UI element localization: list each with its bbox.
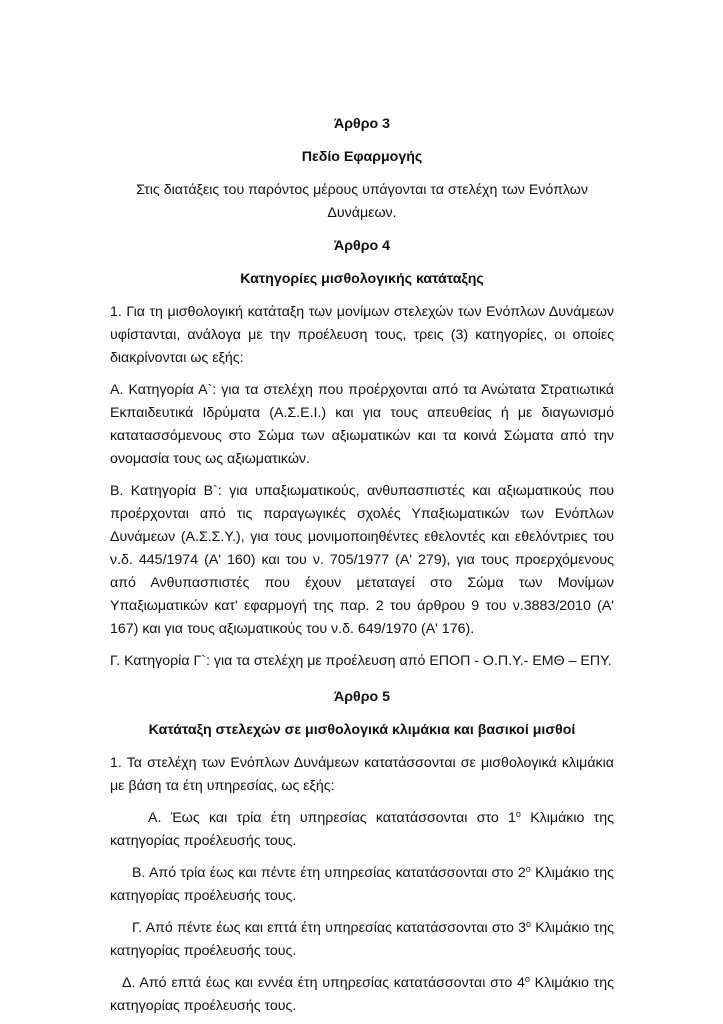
- article-3-text: Στις διατάξεις του παρόντος μέρους υπάγονται τα στελέχη των Ενόπλων Δυνάμεων.: [136, 182, 588, 221]
- article-4-subtitle: Κατηγορίες μισθολογικής κατάταξης: [240, 271, 484, 287]
- article-3-title: Άρθρο 3: [334, 116, 390, 132]
- article-4-category-b: Β. Κατηγορία Β`: για υπαξιωματικούς, ανθυπασπιστές και αξιωματικούς που προέρχονται από τις παραγωγικές σχολές Υπαξιωματικών των Ενόπλων Δυνάμεων (Α.Σ.Σ.Υ.), για τους μονιμοποιηθέντες εθελοντές και εθελόντριες του ν.δ. 445/1974 (Α' 160) και του ν. 705/1977 (Α' 279), για τους προερχόμενους από Ανθυπασπιστές που έχουν μεταταγεί στο Σώμα των Μονίμων Υπαξιωματικών κατ' εφαρμογή της παρ. 2 του άρθρου 9 του ν.3883/2010 (Α' 167) και για τους αξιωματικούς του ν.δ. 649/1970 (Α' 176).: [110, 483, 614, 637]
- article-4-category-c: Γ. Κατηγορία Γ`: για τα στελέχη με προέλευση από ΕΠΟΠ - Ο.Π.Υ.- ΕΜΘ – ΕΠΥ.: [110, 653, 612, 669]
- article-5-item-b: Β. Από τρία έως και πέντε έτη υπηρεσίας κατατάσσονται στο $2^o$ Κλιμάκιο της κατηγορίας προέλευσής τους.: [110, 864, 614, 904]
- article-4-title: Άρθρο 4: [334, 238, 390, 254]
- article-5-item-c: Γ. Από πέντε έως και επτά έτη υπηρεσίας κατατάσσονται στο $3^o$ Κλιμάκιο της κατηγορίας προέλευσής τους.: [110, 919, 614, 959]
- article-5-subtitle: Κατάταξη στελεχών σε μισθολογικά κλιμάκια και βασικοί μισθοί: [148, 722, 576, 738]
- article-5-title: Άρθρο 5: [334, 689, 390, 705]
- article-5-item-a: Α. Έως και τρία έτη υπηρεσίας κατατάσσονται στο $1^o$ Κλιμάκιο της κατηγορίας προέλευσής τους.: [110, 809, 614, 849]
- article-5-item-d: Δ. Από επτά έως και εννέα έτη υπηρεσίας κατατάσσονται στο $4^o$ Κλιμάκιο της κατηγορίας προέλευσής τους.: [110, 974, 614, 1014]
- article-3-subtitle: Πεδίο Εφαρμογής: [301, 149, 423, 165]
- article-4-paragraph-1: 1. Για τη μισθολογική κατάταξη των μονίμων στελεχών των Ενόπλων Δυνάμεων υφίστανται, ανάλογα με την προέλευση τους, τρεις (3) κατηγορίες, οι οποίες διακρίνονται ως εξής:: [110, 304, 614, 366]
- article-4-category-a: Α. Κατηγορία Α`: για τα στελέχη που προέρχονται από τα Ανώτατα Στρατιωτικά Εκπαιδευτικά Ιδρύματα (Α.Σ.Ε.Ι.) και για τους απευθείας ή με διαγωνισμό κατατασσόμενους στο Σώμα των αξιωματικών και τα κοινά Σώματα από την ονομασία τους ως αξιωματικών.: [110, 382, 614, 467]
- article-5-paragraph-1: 1. Τα στελέχη των Ενόπλων Δυνάμεων κατατάσσονται σε μισθολογικά κλιμάκια με βάση τα έτη υπηρεσίας, ως εξής:: [110, 755, 614, 794]
